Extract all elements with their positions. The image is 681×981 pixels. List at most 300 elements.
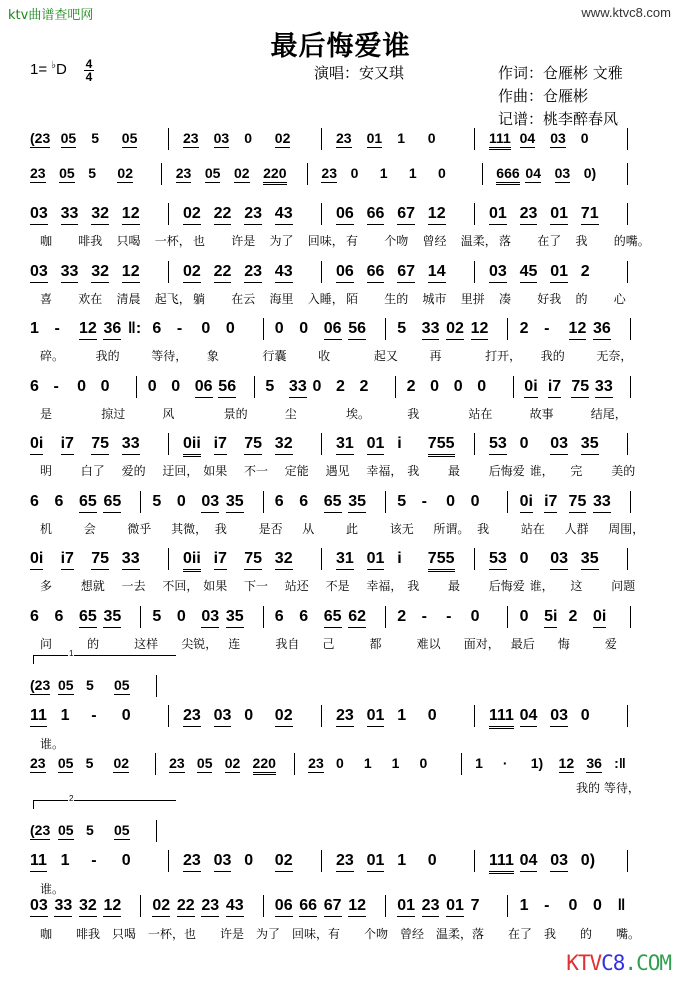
note: 32 [275, 435, 293, 455]
lyric-word: 我 [477, 522, 490, 536]
note: - [544, 320, 550, 337]
note: 04 [525, 165, 541, 181]
lyric-verse-1 [30, 232, 650, 250]
note: 06 [195, 378, 213, 398]
note: 53 [489, 435, 507, 455]
note: 5 [91, 130, 99, 146]
barline [507, 895, 508, 917]
lyric-chorus-4 [30, 635, 642, 653]
note: 05 [114, 822, 130, 838]
note: 23 [175, 165, 192, 181]
barline [385, 606, 386, 628]
note: 0 [171, 378, 181, 395]
lyric-word: 幸福， [366, 579, 403, 593]
note: 0 [430, 378, 440, 395]
lyric-word: 故事 [529, 407, 554, 421]
note: - [544, 897, 550, 914]
note: - [421, 493, 427, 510]
note: 1 [391, 755, 400, 771]
lyric-word: 再 [429, 349, 442, 363]
staff-verse-2 [30, 263, 642, 289]
note: 12 [79, 320, 97, 340]
note: 12 [428, 205, 446, 225]
lyric-word: 遇见 [325, 464, 350, 478]
note: 03 [550, 852, 568, 872]
lyric-word: 如果 [203, 579, 228, 593]
lyric-word: 我 [544, 927, 557, 941]
lyric-word: 入睡， [307, 292, 344, 306]
barline [168, 203, 169, 225]
ending-2-interlude [30, 822, 170, 848]
note: 05 [57, 755, 74, 771]
lyric-word: 有 [346, 234, 359, 248]
lyric-word: 象 [206, 349, 219, 363]
note: 67 [397, 205, 415, 225]
note: 23 [321, 165, 337, 181]
note: 33 [54, 897, 72, 917]
note: 35 [348, 493, 366, 513]
site-name: ktv曲谱查吧网 [8, 8, 94, 23]
lyric-word: 该无 [389, 522, 414, 536]
barline [630, 491, 631, 513]
note: 2 [397, 608, 407, 625]
key-label: 1= [30, 61, 48, 78]
note: 2 [580, 263, 590, 280]
barline [155, 753, 156, 775]
lyric-word: 是否 [258, 522, 283, 536]
note: 755 [428, 550, 455, 572]
note: 03 [550, 550, 568, 570]
note: 35 [226, 493, 244, 513]
note: 6 [30, 608, 39, 625]
note: ‖: [127, 320, 142, 337]
lyric-word: 只喝 [116, 234, 141, 248]
note: 2 [519, 320, 529, 337]
note: 06 [336, 263, 354, 283]
ending-2-number: 2 [69, 794, 74, 803]
lyric-word: 曾经 [422, 234, 447, 248]
barline [168, 261, 169, 283]
lyric-word: 落 [472, 927, 485, 941]
lyric-word: 尖锐， [181, 637, 218, 651]
note: 5 [152, 493, 162, 510]
lyric-word: 爱 [604, 637, 617, 651]
note: 33 [122, 435, 140, 455]
lyric-word: 所谓。 [433, 522, 470, 536]
lyric-word: 风 [162, 407, 175, 421]
note: 2 [359, 378, 369, 395]
ending-1-interlude [30, 677, 170, 703]
note: 32 [91, 263, 109, 283]
note: 23 [30, 165, 46, 181]
note: 66 [367, 205, 385, 225]
note: 23 [244, 263, 262, 283]
lyric-word: 想就 [80, 579, 105, 593]
note: 32 [275, 550, 293, 570]
note: 7 [470, 897, 480, 914]
staff-chorus-4 [30, 608, 642, 634]
lyric-word: 完 [570, 464, 583, 478]
lyric-word: 站在 [468, 407, 493, 421]
lyric-word: 一去 [121, 579, 146, 593]
key-signature [30, 60, 67, 78]
note: (23 [30, 677, 51, 693]
lyric-word: 不一 [244, 464, 269, 478]
lyric-word: 我自 [275, 637, 300, 651]
ending-1-bracket [33, 649, 176, 664]
time-bottom: 4 [85, 70, 93, 84]
barline [474, 850, 475, 872]
lyric-word: 最 [448, 464, 461, 478]
note: 1 [397, 707, 407, 724]
lyric-word: 美的 [611, 464, 636, 478]
note: 03 [550, 130, 566, 146]
note: 1 [60, 852, 70, 869]
note: 33 [122, 550, 140, 570]
note: 01 [367, 707, 385, 727]
note: · [502, 755, 508, 771]
note: 23 [308, 755, 324, 771]
note: 33 [593, 493, 611, 513]
note: i7 [61, 550, 74, 570]
lyric-word: 躺 [193, 292, 206, 306]
note: 0 [470, 493, 480, 510]
barline [630, 606, 631, 628]
barline [140, 895, 141, 917]
lyric-chorus-1 [30, 462, 642, 480]
lyric-word: 行囊 [262, 349, 287, 363]
barline [507, 491, 508, 513]
barline [321, 203, 322, 225]
note: - [53, 378, 59, 395]
note: 0 [427, 130, 436, 146]
logo-c8: C8 [601, 951, 625, 975]
lyric-word: 不回， [162, 579, 199, 593]
note: 0 [244, 852, 254, 869]
lyric-word: 埃。 [346, 407, 371, 421]
note: 56 [218, 378, 236, 398]
ending-1-main [30, 707, 642, 733]
site-url[interactable]: www.ktvc8.com [581, 5, 671, 20]
lyric-word: 心 [613, 292, 626, 306]
lyric-word: 我 [214, 522, 227, 536]
lyric-word: 陌 [346, 292, 359, 306]
barline [507, 606, 508, 628]
note: 53 [489, 550, 507, 570]
note: 666 [496, 165, 519, 185]
flat-symbol: ♭ [51, 60, 56, 71]
note: 35 [581, 550, 599, 570]
note: 23 [336, 852, 354, 872]
lyric-word: 啡我 [78, 234, 103, 248]
note: 0 [519, 550, 529, 567]
note: 111 [489, 130, 511, 150]
lyric-word: 后悔爱 [488, 464, 525, 478]
note: 75 [244, 435, 262, 455]
lyric-word: 收 [318, 349, 331, 363]
barline [474, 548, 475, 570]
lyric-word: 微乎 [127, 522, 152, 536]
note: 0 [147, 378, 157, 395]
note: 23 [30, 755, 46, 771]
staff-chorus-1 [30, 435, 642, 461]
barline [627, 705, 628, 727]
lyric-word: 谁。 [40, 737, 65, 751]
lyric-word: 明 [40, 464, 53, 478]
note: ‖ [617, 897, 626, 914]
barline [263, 895, 264, 917]
note: 0 [427, 707, 437, 724]
note: 5 [397, 493, 407, 510]
note: 0 [244, 130, 252, 146]
barline [627, 548, 628, 570]
song-title: 最后悔爱谁 [270, 31, 411, 62]
ending-1-line2-lyric: 我的 等待， [576, 781, 640, 795]
lyric-word: 会 [83, 522, 96, 536]
lyric-word: 我 [407, 579, 420, 593]
note: 03 [214, 707, 232, 727]
note: 220 [263, 165, 286, 185]
barline [321, 850, 322, 872]
note: 01 [446, 897, 464, 917]
barline [263, 606, 264, 628]
lyric-verse-2 [30, 290, 642, 308]
note: 6 [299, 608, 309, 625]
note: 2 [336, 378, 345, 395]
lyric-word: 幸福， [366, 464, 403, 478]
note: 0 [77, 378, 86, 395]
staff-chorus-3 [30, 550, 642, 576]
note: 2 [406, 378, 416, 395]
barline [474, 705, 475, 727]
lyric-word: 掠过 [101, 407, 126, 421]
note: 5 [265, 378, 275, 395]
note: 03 [30, 897, 48, 917]
ending-1-number: 1 [69, 649, 74, 658]
ending-1-lyric [30, 735, 90, 753]
lyric-word: 打开， [485, 349, 522, 363]
note: 43 [275, 205, 293, 225]
lyric-word: 不是 [325, 579, 350, 593]
note: 2 [568, 608, 578, 625]
note: 0) [580, 852, 596, 869]
lyric-word: 的 [575, 292, 588, 306]
note: 0 [299, 320, 309, 337]
note: 0 [568, 897, 578, 914]
lyric-word: 谁。 [40, 882, 65, 896]
note: 05 [59, 165, 75, 181]
note: 62 [348, 608, 366, 628]
time-top: 4 [85, 57, 93, 71]
barline [474, 261, 475, 283]
note: 02 [274, 130, 291, 146]
note: 11 [30, 852, 47, 872]
lyric-word: 城市 [422, 292, 447, 306]
note: 36 [103, 320, 121, 340]
note: 04 [520, 852, 538, 872]
note: 32 [91, 205, 109, 225]
barline [307, 163, 308, 185]
lyric-word: 一杯， [154, 234, 191, 248]
lyric-word: 是 [40, 407, 53, 421]
lyric-outro [30, 925, 642, 943]
lyric-word: 景的 [223, 407, 248, 421]
lyric-word: 这 [570, 579, 583, 593]
note: 03 [213, 130, 230, 146]
note: 23 [336, 130, 352, 146]
lyric-word: 凑 [499, 292, 512, 306]
lyric-word: 咖 [40, 927, 53, 941]
lyric-word: 落 [499, 234, 512, 248]
lyric-chorus-2 [30, 520, 645, 538]
note: 5i [544, 608, 557, 628]
lyric-word: 起又 [373, 349, 398, 363]
note: i [397, 435, 402, 452]
lyric-word: 也 [184, 927, 197, 941]
note: 67 [324, 897, 342, 917]
note: (23 [30, 822, 51, 838]
barline [627, 261, 628, 283]
note: 06 [336, 205, 354, 225]
note: 23 [169, 755, 185, 771]
note: 12 [348, 897, 366, 917]
barline [254, 376, 255, 398]
lyric-word: 为了 [256, 927, 281, 941]
note: 6 [54, 608, 64, 625]
lyric-word: 一杯， [148, 927, 185, 941]
barline [168, 850, 169, 872]
note: 66 [367, 263, 385, 283]
ending-1-line2 [30, 755, 642, 781]
note: 67 [397, 263, 415, 283]
lyric-word: 啡我 [76, 927, 101, 941]
barline [461, 753, 462, 775]
note: 0ii [183, 435, 201, 457]
note: 23 [244, 205, 262, 225]
note: 33 [595, 378, 613, 398]
note: 43 [275, 263, 293, 283]
lyric-word: 其微， [171, 522, 208, 536]
lyric-word: 站还 [284, 579, 309, 593]
barline [321, 433, 322, 455]
ending-2-lyric [30, 880, 90, 898]
note: 1 [475, 755, 483, 771]
lyric-word: 也 [193, 234, 206, 248]
lyric-word: 我 [575, 234, 588, 248]
note: 02 [183, 263, 201, 283]
note: 04 [519, 130, 536, 146]
note: 02 [234, 165, 250, 181]
lyric-word: 我 [407, 464, 420, 478]
note: 33 [61, 205, 79, 225]
barline [474, 128, 475, 150]
note: 31 [336, 550, 354, 570]
note: 0 [176, 493, 186, 510]
barline [136, 376, 137, 398]
note: 22 [214, 263, 232, 283]
note: - [446, 608, 452, 625]
lyric-word: 回味， [307, 234, 344, 248]
note: 01 [489, 205, 507, 225]
note: i7 [61, 435, 74, 455]
note: 6 [30, 493, 39, 510]
note: 04 [520, 707, 538, 727]
lyric-word: 温柔， [436, 927, 473, 941]
barline [507, 318, 508, 340]
note: i [397, 550, 402, 567]
note: 111 [489, 852, 514, 874]
note: 0 [225, 320, 235, 337]
logo-com: .COM [624, 951, 671, 975]
note: 01 [550, 205, 568, 225]
note: 23 [183, 130, 199, 146]
note: 56 [348, 320, 366, 340]
note: 03 [201, 608, 219, 628]
barline [630, 318, 631, 340]
note: 1 [363, 755, 372, 771]
note: 05 [196, 755, 213, 771]
note: 0 [580, 707, 590, 724]
lyric-verse-4 [30, 405, 642, 423]
lyric-word: 此 [346, 522, 359, 536]
note: :‖ [614, 755, 626, 771]
lyric-word: 清晨 [116, 292, 141, 306]
staff-outro [30, 897, 642, 923]
barline [627, 203, 628, 225]
note: 03 [550, 707, 568, 727]
note: 23 [520, 205, 538, 225]
note: 02 [224, 755, 241, 771]
staff-intro-1 [30, 130, 642, 156]
note: 71 [581, 205, 599, 225]
note: - [421, 608, 427, 625]
lyric-word: 最 [448, 579, 461, 593]
lyric-word: 的 [87, 637, 100, 651]
lyric-word: 嘴。 [616, 927, 641, 941]
lyric-word: 迂回， [162, 464, 199, 478]
staff-verse-1 [30, 205, 642, 231]
note: 05 [114, 677, 130, 693]
note: 0i [593, 608, 606, 628]
note: 23 [336, 707, 354, 727]
note: 0 [244, 707, 254, 724]
note: 0 [176, 608, 186, 625]
time-signature [84, 58, 94, 83]
lyric-word: 个吻 [384, 234, 409, 248]
transcriber: 记谱：桃李醉春风 [498, 110, 619, 128]
barline [474, 433, 475, 455]
lyric-word: 白了 [80, 464, 105, 478]
note: 75 [571, 378, 589, 398]
barline [321, 705, 322, 727]
note: 03 [554, 165, 571, 181]
note: 23 [183, 852, 201, 872]
note: 75 [91, 435, 109, 455]
note: 33 [289, 378, 307, 398]
lyric-word: 连 [228, 637, 241, 651]
note: 65 [79, 493, 97, 513]
lyric-word: 问 [40, 637, 53, 651]
note: 75 [91, 550, 109, 570]
note: 0 [312, 378, 322, 395]
lyric-word: 都 [369, 637, 382, 651]
note: 65 [79, 608, 97, 628]
barline [156, 820, 157, 842]
lyric-verse-3 [30, 347, 642, 365]
note: 111 [489, 707, 514, 729]
staff-verse-3 [30, 320, 642, 346]
note: - [91, 707, 97, 724]
